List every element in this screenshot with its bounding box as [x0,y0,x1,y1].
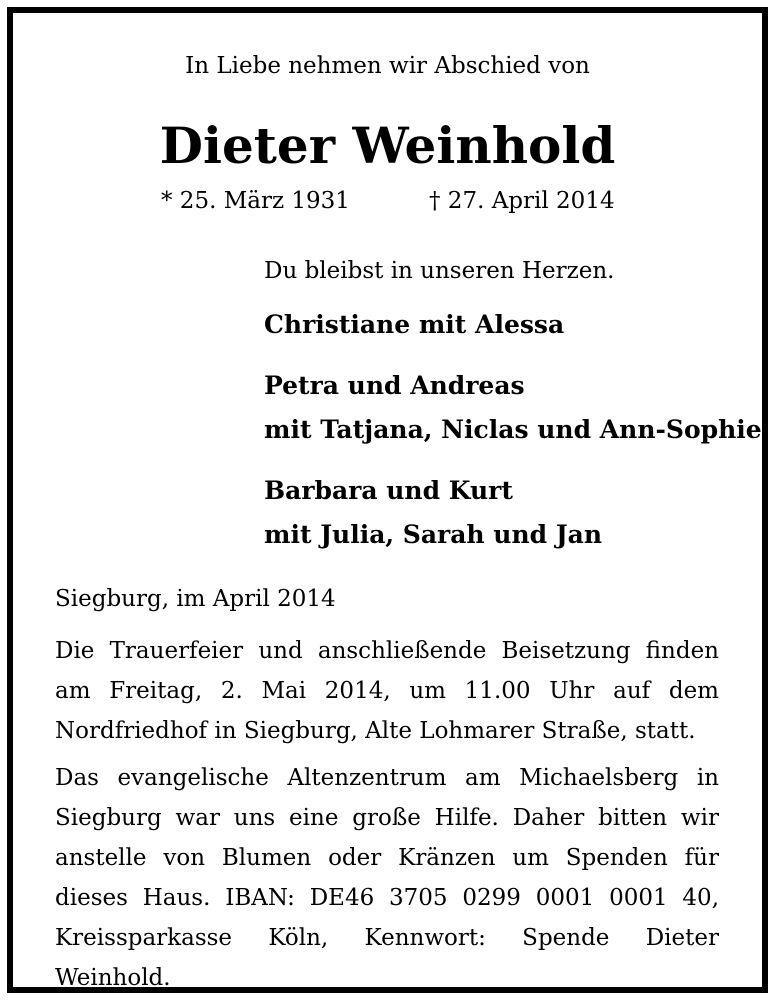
ceremony-paragraph: Die Trauerfeier und anschließende Beisetzung finden am Freitag, 2. Mai 2014, um 11.00 Uhr auf dem Nordfriedhof in Siegburg, Alte Lohmarer Straße, statt. [55,638,719,744]
mourner-group [264,364,762,452]
mourner-line: Barbara und Kurt [264,476,513,505]
obituary-frame [7,7,768,993]
intro-line: In Liebe nehmen wir Abschied von [185,53,590,79]
motto: Du bleibst in unseren Herzen. [264,258,615,284]
mourners-list [264,303,762,574]
birth-date: * 25. März 1931 [161,188,350,214]
mourner-group [264,469,762,557]
mourner-line: mit Julia, Sarah und Jan [264,520,603,549]
deceased-name: Dieter Weinhold [159,116,616,175]
mourner-group [264,303,762,347]
death-date: † 27. April 2014 [429,188,615,214]
mourner-line: Christiane mit Alessa [264,310,565,339]
place-date: Siegburg, im April 2014 [55,586,336,612]
mourner-line: mit Tatjana, Niclas und Ann-Sophie [264,415,762,444]
donation-paragraph: Das evangelische Altenzentrum am Michaelsberg in Siegburg war uns eine große Hilfe. Daher bitten wir anstelle von Blumen oder Kränzen um Spenden für dieses Haus. IBAN: DE46 3705 0299 0001 0001 40, Kreissparkasse Köln, Kennwort: Spende Dieter Weinhold. [55,765,719,991]
mourner-line: Petra und Andreas [264,371,525,400]
